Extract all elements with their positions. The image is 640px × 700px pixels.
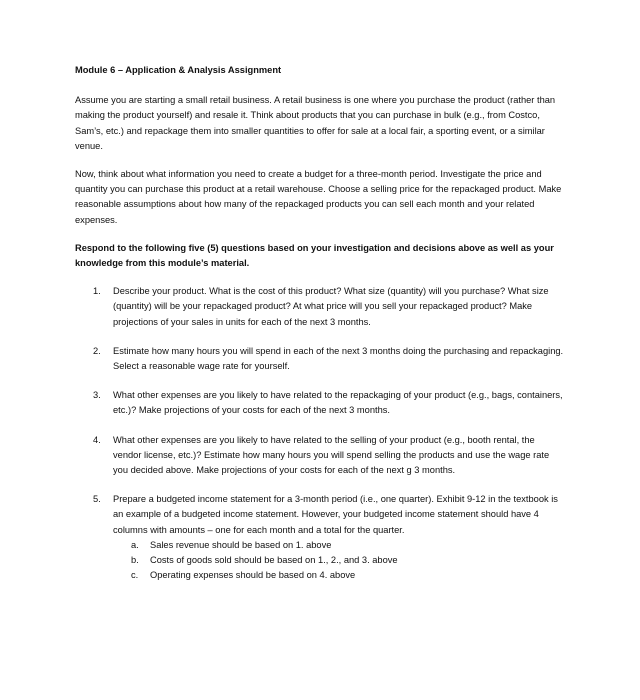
- question-text: Describe your product. What is the cost of this product? What size (quantity) will you purchase? What size (quantity) will be your repackaged product? At what price will you sell your repackaged product? Make projections of your sales in units for each of the next 3 months.: [113, 286, 549, 327]
- subitem-text: Costs of goods sold should be based on 1., 2., and 3. above: [150, 555, 398, 566]
- document-content: [75, 63, 565, 597]
- question-item: [75, 344, 565, 374]
- question-text: Estimate how many hours you will spend in each of the next 3 months doing the purchasing and repackaging. Select a reasonable wage rate for yourself.: [113, 345, 564, 372]
- subitem-letter: c.: [131, 570, 139, 581]
- intro-paragraph: Assume you are starting a small retail business. A retail business is one where you purchase the product (rather than making the product yourself) and resale it. Think about products that you can purchase in bulk (e.g., from Costco, Sam’s, etc.) and repackage them into smaller quantities to offer for sale at a local fair, a sporting event, or a similar venue.: [75, 95, 556, 151]
- subitem: [113, 553, 565, 568]
- question-list: [75, 284, 565, 583]
- subitem: [113, 538, 565, 553]
- subitem-letter: b.: [131, 555, 139, 566]
- subitem-text: Sales revenue should be based on 1. above: [150, 539, 332, 550]
- subitem-letter: a.: [131, 539, 139, 550]
- budget-paragraph: Now, think about what information you need to create a budget for a three-month period. Investigate the price and quantity you can purchase this product at a retail warehouse. Choose a selling price for the repackaged product. Make reasonable assumptions about how many of the repackaged products you can sell each month and your related expenses.: [75, 169, 562, 225]
- question-number: 4.: [93, 434, 101, 445]
- question-number: 3.: [93, 390, 101, 401]
- question-item: [75, 433, 565, 479]
- subitem-list: [113, 538, 565, 584]
- question-number: 5.: [93, 494, 101, 505]
- question-number: 2.: [93, 345, 101, 356]
- question-text: What other expenses are you likely to have related to the selling of your product (e.g., booth rental, the vendor license, etc.)? Estimate how many hours you will spend selling the products and use the wage rate you decided above. Make projections of your costs for each of the next g 3 months.: [113, 434, 550, 476]
- question-number: 1.: [93, 286, 101, 297]
- question-item: [75, 284, 565, 330]
- instructions-paragraph: Respond to the following five (5) questions based on your investigation and decisions above as well as your knowledge from this module’s material.: [75, 242, 554, 269]
- question-item: [75, 388, 565, 418]
- document-title: Module 6 – Application & Analysis Assignment: [75, 65, 282, 75]
- subitem-text: Operating expenses should be based on 4. above: [150, 570, 356, 581]
- question-text: Prepare a budgeted income statement for a 3-month period (i.e., one quarter). Exhibit 9-12 in the textbook is an example of a budgeted income statement. However, your budgeted income statement should have 4 columns with amounts – one for each month and a total for the quarter.: [113, 494, 558, 535]
- question-text: What other expenses are you likely to have related to the repackaging of your product (e.g., bags, containers, etc.)? Make projections of your costs for each of the next 3 months.: [113, 390, 563, 416]
- subitem: [113, 568, 565, 583]
- question-item: [75, 492, 565, 583]
